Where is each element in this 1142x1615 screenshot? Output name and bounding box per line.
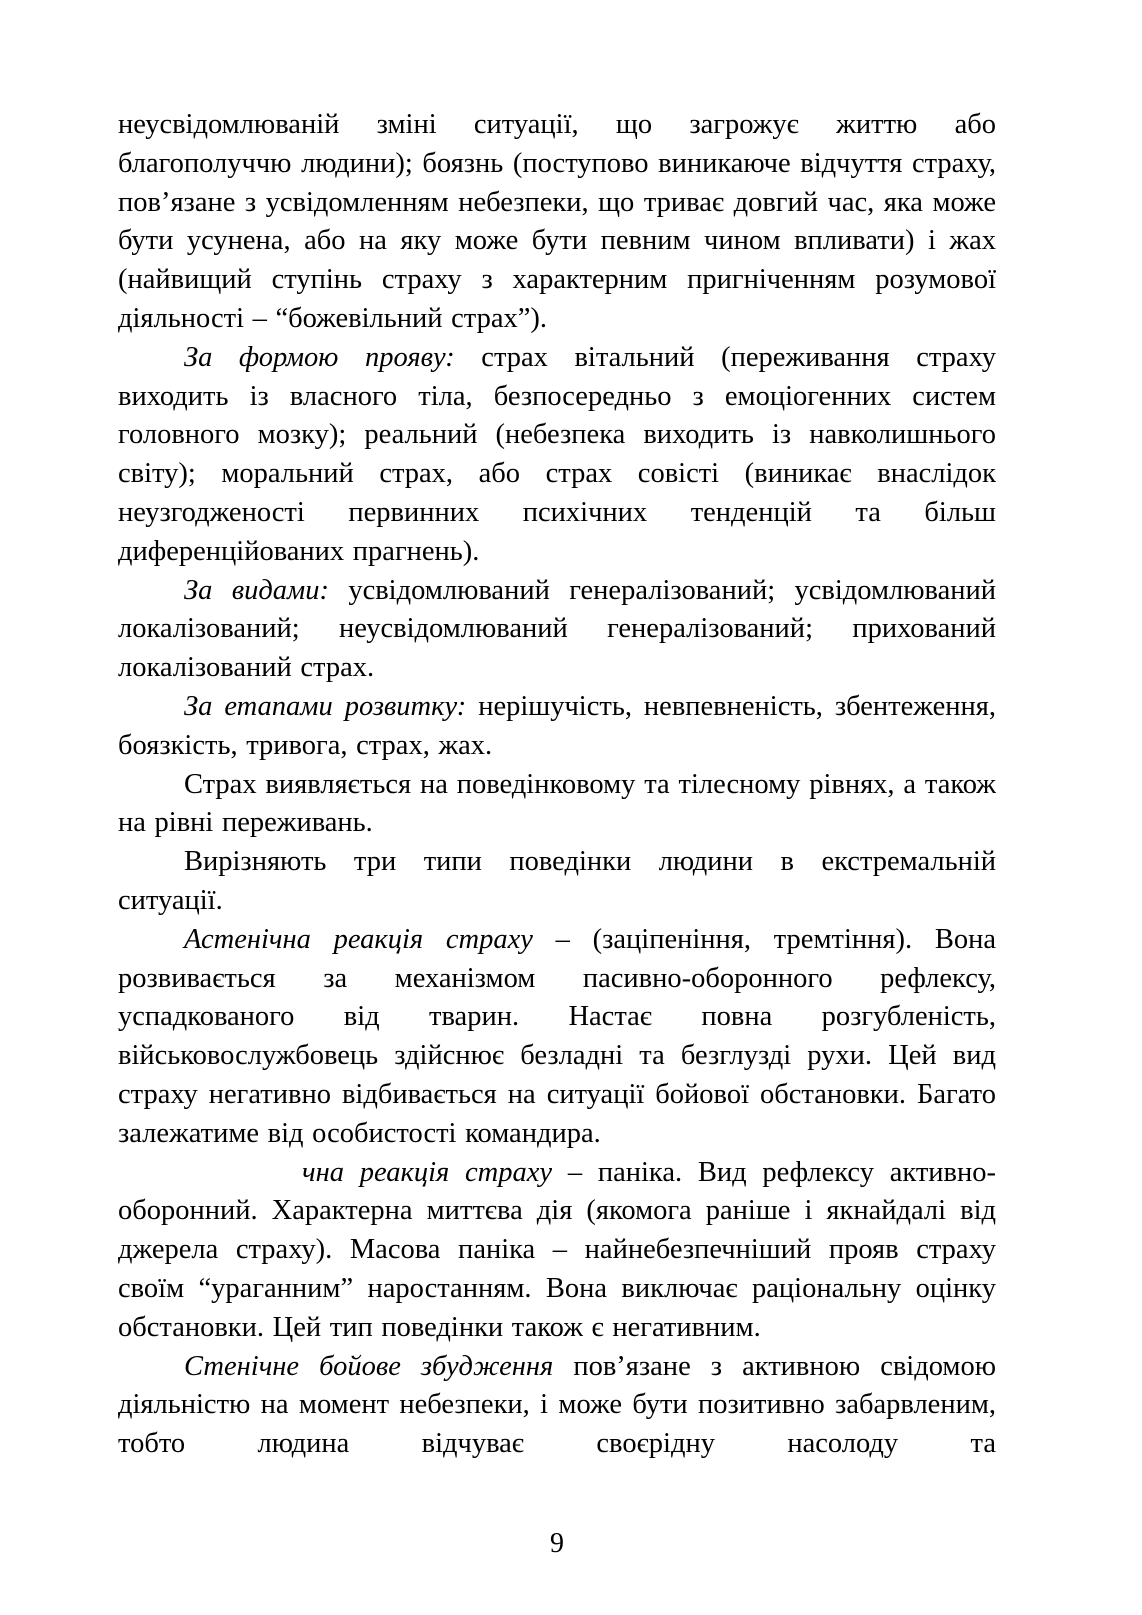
paragraph-8 xyxy=(118,1154,996,1348)
paragraph-text: Вирізняють три типи поведінки людини в екстремальній ситуації. xyxy=(118,846,996,916)
paragraph-9 xyxy=(118,1348,996,1464)
paragraph-text: Страх виявляється на поведінковому та тілесному рівнях, а також на рівні переживань. xyxy=(118,768,996,839)
paragraph-text: страх вітальний (переживання страху виходить із власного тіла, безпосередньо з емоціогенних систем головного мозку); реальний (небезпека виходить із навколишнього світу); моральний страх, або страх совісті (виникає внаслідок неузгодженості первинних психічних тенденцій та більш диференційованих прагнень). xyxy=(118,341,996,567)
paragraph-lead: Астенічна реакція страху xyxy=(184,923,533,955)
paragraph-text: пов’язане з активною свідомою діяльністю на момент небезпеки, і може бути позитивно забарвленим, тобто людина відчуває своєрідну насолоду та xyxy=(118,1350,997,1460)
paragraph-lead: За видами: xyxy=(184,574,329,606)
paragraph-7 xyxy=(118,921,996,1154)
paragraph-1 xyxy=(118,106,996,339)
paragraph-3 xyxy=(118,572,996,688)
paragraph-text: нерішучість, невпевненість, збентеження, боязкість, тривога, страх, жах. xyxy=(118,690,996,761)
paragraph-5 xyxy=(118,766,996,844)
paragraph-2 xyxy=(118,339,996,572)
paragraph-lead: За етапами розвитку: xyxy=(184,690,467,722)
page-number: 9 xyxy=(550,1528,564,1559)
paragraph-lead: За формою прояву: xyxy=(184,341,455,373)
text-block xyxy=(118,106,996,1464)
paragraph-lead: Стенічне бойове збудження xyxy=(184,1350,554,1382)
paragraph-4 xyxy=(118,688,996,766)
paragraph-lead: чна реакція страху xyxy=(302,1156,553,1188)
paragraph-text: – (заціпеніння, тремтіння). Вона розвивається за механізмом пасивно-оборонного рефлексу, успадкованого від тварин. Настає повна розгубленість, військовослужбовець здійснює безладні та безглузді рухи. Цей вид страху негативно відбивається на ситуації бойової обстановки. Багато залежатиме від особистості командира. xyxy=(118,923,996,1149)
paragraph-6 xyxy=(118,843,996,921)
paragraph-text: – паніка. Вид рефлексу активно-оборонний. Характерна миттєва дія (якомога раніше і якнайдалі від джерела страху). Масова паніка – найнебезпечніший прояв страху своїм “ураганним” наростанням. Вона виключає раціональну оцінку обстановки. Цей тип поведінки також є негативним. xyxy=(118,1156,996,1343)
paragraph-text: неусвідомлюваній зміні ситуації, що загрожує життю або благополуччю людини); боязнь (поступово виникаюче відчуття страху, пов’язане з усвідомленням небезпеки, що триває довгий час, яка може бути усунена, або на яку може бути певним чином впливати) і жах (найвищий ступінь страху з характерним пригніченням розумової діяльності – “божевільний страх”). xyxy=(118,109,996,334)
paragraph-text: усвідомлюваний генералізований; усвідомлюваний локалізований; неусвідомлюваний генералізований; прихований локалізований страх. xyxy=(118,574,997,684)
